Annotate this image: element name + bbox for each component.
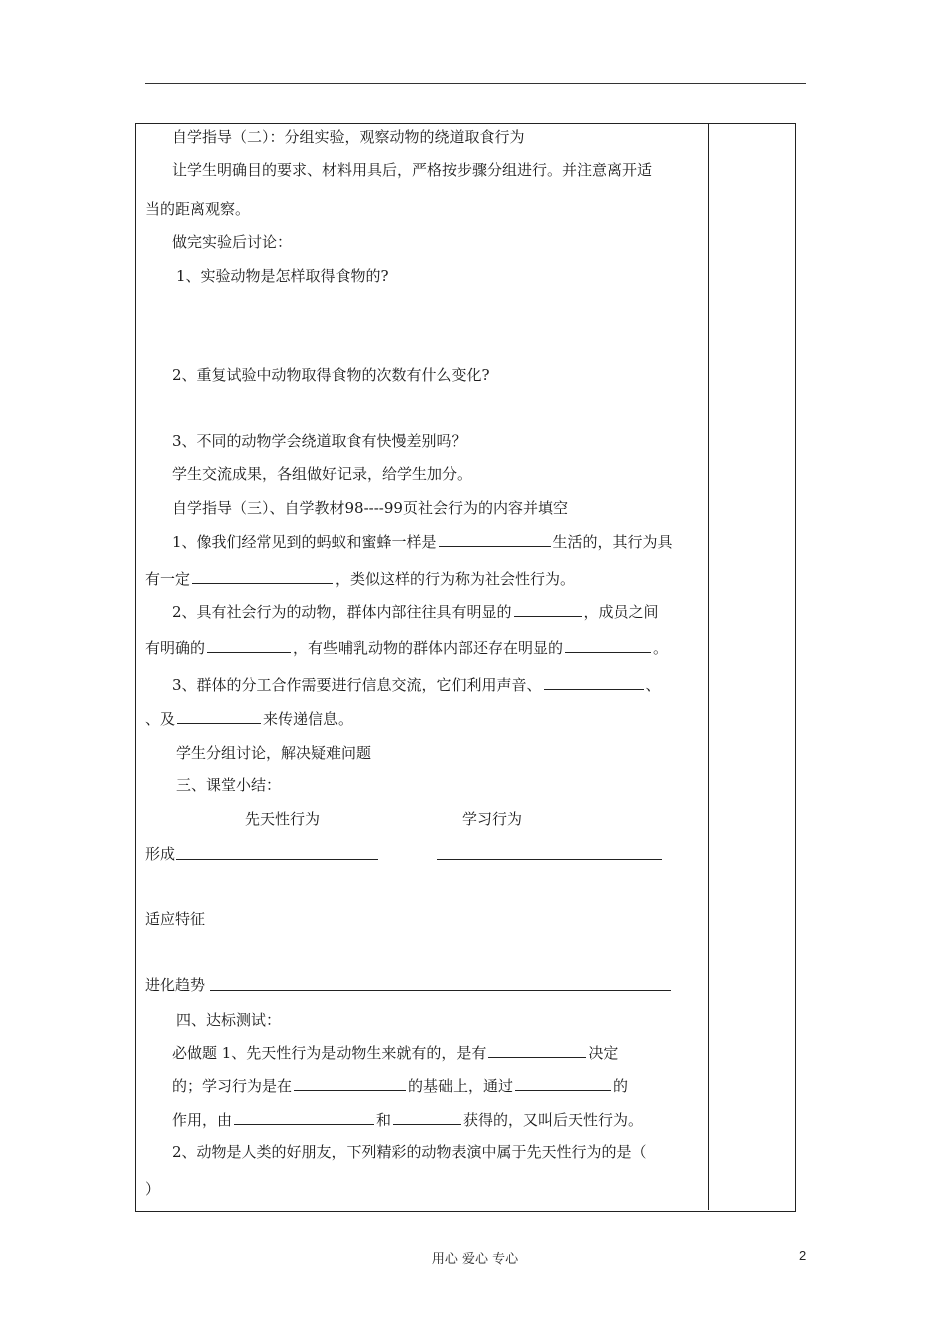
page-number: 2 bbox=[799, 1248, 807, 1263]
text-fragment: 1、像我们经常见到的蚂蚁和蜜蜂一样是 bbox=[172, 533, 437, 551]
test-item-1-cont bbox=[172, 1110, 643, 1129]
summary-column-innate: 先天性行为 bbox=[245, 810, 321, 828]
fill-in-item-3-cont bbox=[145, 709, 353, 728]
fill-in-item-1-cont bbox=[145, 569, 575, 588]
summary-row-form: 形成 bbox=[145, 845, 176, 863]
text-fragment: 、 bbox=[645, 676, 661, 694]
text-fragment: 生活的，其行为具 bbox=[552, 533, 673, 551]
text-line: 当的距离观察。 bbox=[145, 200, 251, 218]
text-fragment: ，有些哺乳动物的群体内部还存在明显的 bbox=[293, 639, 564, 657]
text-fragment: 作用，由 bbox=[172, 1111, 233, 1129]
test-item-2: 2、动物是人类的好朋友，下列精彩的动物表演中属于先天性行为的是（ bbox=[172, 1143, 647, 1161]
fill-in-item-2-cont bbox=[145, 638, 668, 657]
text-line: 学生分组讨论，解决疑难问题 bbox=[176, 744, 372, 762]
section-heading: 自学指导（三）、自学教材98----99页社会行为的内容并填空 bbox=[172, 499, 568, 517]
text-fragment: 3、群体的分工合作需要进行信息交流，它们利用声音、 bbox=[172, 676, 542, 694]
answer-blank[interactable] bbox=[176, 845, 378, 860]
answer-blank[interactable] bbox=[393, 1110, 461, 1125]
summary-row-evolve: 进化趋势 bbox=[145, 976, 206, 994]
question-1: 1、实验动物是怎样取得食物的? bbox=[176, 267, 389, 285]
text-fragment: ，成员之间 bbox=[583, 603, 659, 621]
answer-blank[interactable] bbox=[192, 569, 333, 584]
text-fragment: 决定 bbox=[588, 1044, 619, 1062]
text-fragment: 有明确的 bbox=[145, 639, 206, 657]
answer-blank[interactable] bbox=[437, 845, 662, 860]
fill-in-item-2 bbox=[172, 602, 659, 621]
test-item-1 bbox=[172, 1043, 618, 1062]
answer-blank[interactable] bbox=[565, 638, 651, 653]
text-fragment: 的 bbox=[613, 1077, 629, 1095]
page-footer: 用心 爱心 专心 bbox=[431, 1252, 519, 1267]
answer-blank[interactable] bbox=[234, 1110, 374, 1125]
question-2: 2、重复试验中动物取得食物的次数有什么变化? bbox=[172, 366, 490, 384]
header-rule bbox=[145, 83, 806, 84]
answer-blank[interactable] bbox=[294, 1076, 406, 1091]
summary-row-adapt: 适应特征 bbox=[145, 910, 206, 928]
text-fragment: 。 bbox=[653, 639, 669, 657]
summary-column-learned: 学习行为 bbox=[462, 810, 523, 828]
answer-blank[interactable] bbox=[210, 976, 671, 991]
text-fragment: 来传递信息。 bbox=[263, 710, 354, 728]
text-fragment: ，类似这样的行为称为社会性行为。 bbox=[335, 570, 576, 588]
answer-blank[interactable] bbox=[514, 602, 582, 617]
table-column-divider bbox=[708, 124, 709, 1210]
test-item-2-cont: ） bbox=[145, 1180, 161, 1198]
section-heading: 四、达标测试： bbox=[176, 1011, 282, 1029]
text-fragment: 和 bbox=[376, 1111, 392, 1129]
text-fragment: 的；学习行为是在 bbox=[172, 1077, 293, 1095]
text-line: 做完实验后讨论： bbox=[172, 233, 293, 251]
text-line: 自学指导（二）：分组实验，观察动物的绕道取食行为 bbox=[172, 128, 525, 146]
text-fragment: 的基础上，通过 bbox=[408, 1077, 514, 1095]
section-heading: 三、课堂小结： bbox=[176, 776, 282, 794]
question-3: 3、不同的动物学会绕道取食有快慢差别吗？ bbox=[172, 432, 467, 450]
text-fragment: 获得的，又叫后天性行为。 bbox=[463, 1111, 644, 1129]
answer-blank[interactable] bbox=[439, 532, 551, 547]
answer-blank[interactable] bbox=[177, 709, 261, 724]
answer-blank[interactable] bbox=[515, 1076, 611, 1091]
fill-in-item-3 bbox=[172, 675, 661, 694]
fill-in-item-1 bbox=[172, 532, 673, 551]
text-line: 学生交流成果，各组做好记录，给学生加分。 bbox=[172, 465, 473, 483]
answer-blank[interactable] bbox=[488, 1043, 586, 1058]
answer-blank[interactable] bbox=[544, 675, 644, 690]
text-fragment: 2、具有社会行为的动物，群体内部往往具有明显的 bbox=[172, 603, 512, 621]
text-fragment: 、及 bbox=[145, 710, 176, 728]
text-line: 让学生明确目的要求、材料用具后，严格按步骤分组进行。并注意离开适 bbox=[172, 161, 653, 179]
text-fragment: 有一定 bbox=[145, 570, 191, 588]
text-fragment: 必做题 1、先天性行为是动物生来就有的，是有 bbox=[172, 1044, 487, 1062]
answer-blank[interactable] bbox=[207, 638, 291, 653]
test-item-1-cont bbox=[172, 1076, 628, 1095]
